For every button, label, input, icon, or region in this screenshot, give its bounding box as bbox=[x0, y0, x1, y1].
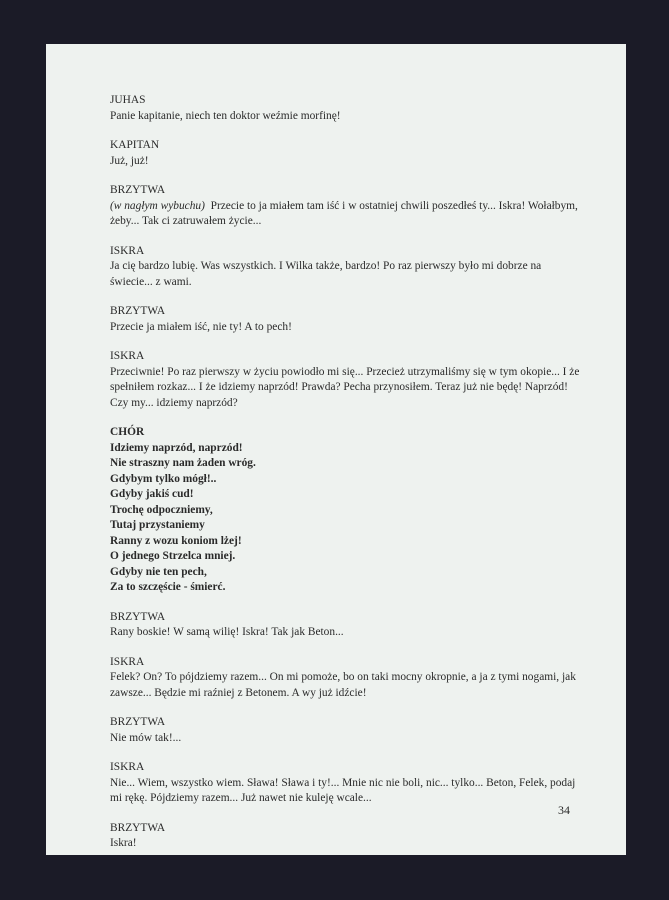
speaker-name: KAPITAN bbox=[110, 139, 160, 151]
speaker-name: ISKRA bbox=[110, 761, 145, 773]
dialogue-line: Nie mów tak!... bbox=[110, 731, 182, 744]
chorus-line: Gdyby jakiś cud! bbox=[110, 488, 194, 500]
dialogue-block bbox=[110, 138, 580, 169]
dialogue-line: Już, już! bbox=[110, 154, 149, 167]
dialogue-block bbox=[110, 349, 580, 411]
dialogue-block bbox=[110, 244, 580, 291]
speaker-name: JUHAS bbox=[110, 94, 146, 106]
document-page bbox=[46, 44, 626, 855]
speaker-name: ISKRA bbox=[110, 655, 145, 668]
dialogue-line: Panie kapitanie, niech ten doktor weźmie morfinę! bbox=[110, 109, 341, 122]
chorus-line: Gdybym tylko mógł!.. bbox=[110, 472, 217, 485]
chorus-line: Nie straszny nam żaden wróg. bbox=[110, 457, 256, 469]
speaker-name: BRZYTWA bbox=[110, 716, 166, 728]
script-text bbox=[110, 93, 580, 866]
dialogue-line: Nie... Wiem, wszystko wiem. Sława! Sława i ty!... Mnie nic nie boli, nic... tylko... Beton, Felek, podaj mi rękę. Pójdziemy razem... Już nawet nie kuleję wcale... bbox=[110, 776, 576, 804]
speaker-name: ISKRA bbox=[110, 350, 145, 362]
dialogue-block bbox=[110, 93, 580, 124]
dialogue-text: Przecie to ja miałem tam iść i w ostatniej chwili poszedłeś ty... Iskra! Wołałbym, żeby... Tak ci zatruwałem życie... bbox=[110, 199, 578, 227]
dialogue-block bbox=[110, 655, 580, 702]
speaker-name: BRZYTWA bbox=[110, 610, 166, 623]
chorus-line: Idziemy naprzód, naprzód! bbox=[110, 441, 243, 454]
dialogue-line: Przecie ja miałem iść, nie ty! A to pech! bbox=[110, 320, 292, 333]
speaker-name: BRZYTWA bbox=[110, 184, 166, 196]
chorus-line: Gdyby nie ten pech, bbox=[110, 565, 207, 578]
chorus-line: Za to szczęście - śmierć. bbox=[110, 581, 226, 593]
chorus-speaker: CHÓR bbox=[110, 426, 145, 438]
dialogue-block bbox=[110, 183, 580, 230]
chorus-line: O jednego Strzelca mniej. bbox=[110, 550, 236, 562]
dialogue-block bbox=[110, 760, 580, 807]
dialogue-block bbox=[110, 715, 580, 746]
dialogue-line: Felek? On? To pójdziemy razem... On mi pomoże, bo on taki mocny okropnie, a ja z tymi nogami, jak zawsze... Będzie mi raźniej z Betonem. A wy już idźcie! bbox=[110, 671, 576, 699]
chorus-line: Ranny z wozu koniom lżej! bbox=[110, 534, 242, 547]
dialogue-line bbox=[110, 199, 580, 230]
speaker-name: ISKRA bbox=[110, 244, 145, 257]
stage-direction: (w nagłym wybuchu) bbox=[110, 199, 205, 212]
dialogue-block bbox=[110, 610, 580, 641]
dialogue-line: Rany boskie! W samą wilię! Iskra! Tak jak Beton... bbox=[110, 626, 344, 638]
dialogue-line: Przeciwnie! Po raz pierwszy w życiu powiodło mi się... Przecież utrzymaliśmy się w tym okopie... I że spełniłem rozkaz... I że idziemy naprzód! Prawda? Pecha przynosiłem. Teraz już nie będę! Naprzód! Czy my... idziemy naprzód? bbox=[110, 365, 580, 409]
page-number: 34 bbox=[558, 803, 570, 817]
dialogue-block bbox=[110, 821, 580, 852]
dialogue-line: Ja cię bardzo lubię. Was wszystkich. I Wilka także, bardzo! Po raz pierwszy było mi dobrze na świecie... z wami. bbox=[110, 260, 542, 288]
dialogue-line: Iskra! bbox=[110, 837, 137, 849]
dialogue-block bbox=[110, 304, 580, 335]
speaker-name: BRZYTWA bbox=[110, 305, 166, 317]
speaker-name: BRZYTWA bbox=[110, 821, 166, 834]
chorus-line: Trochę odpoczniemy, bbox=[110, 503, 213, 516]
chorus-block bbox=[110, 425, 580, 596]
chorus-line: Tutaj przystaniemy bbox=[110, 519, 205, 531]
